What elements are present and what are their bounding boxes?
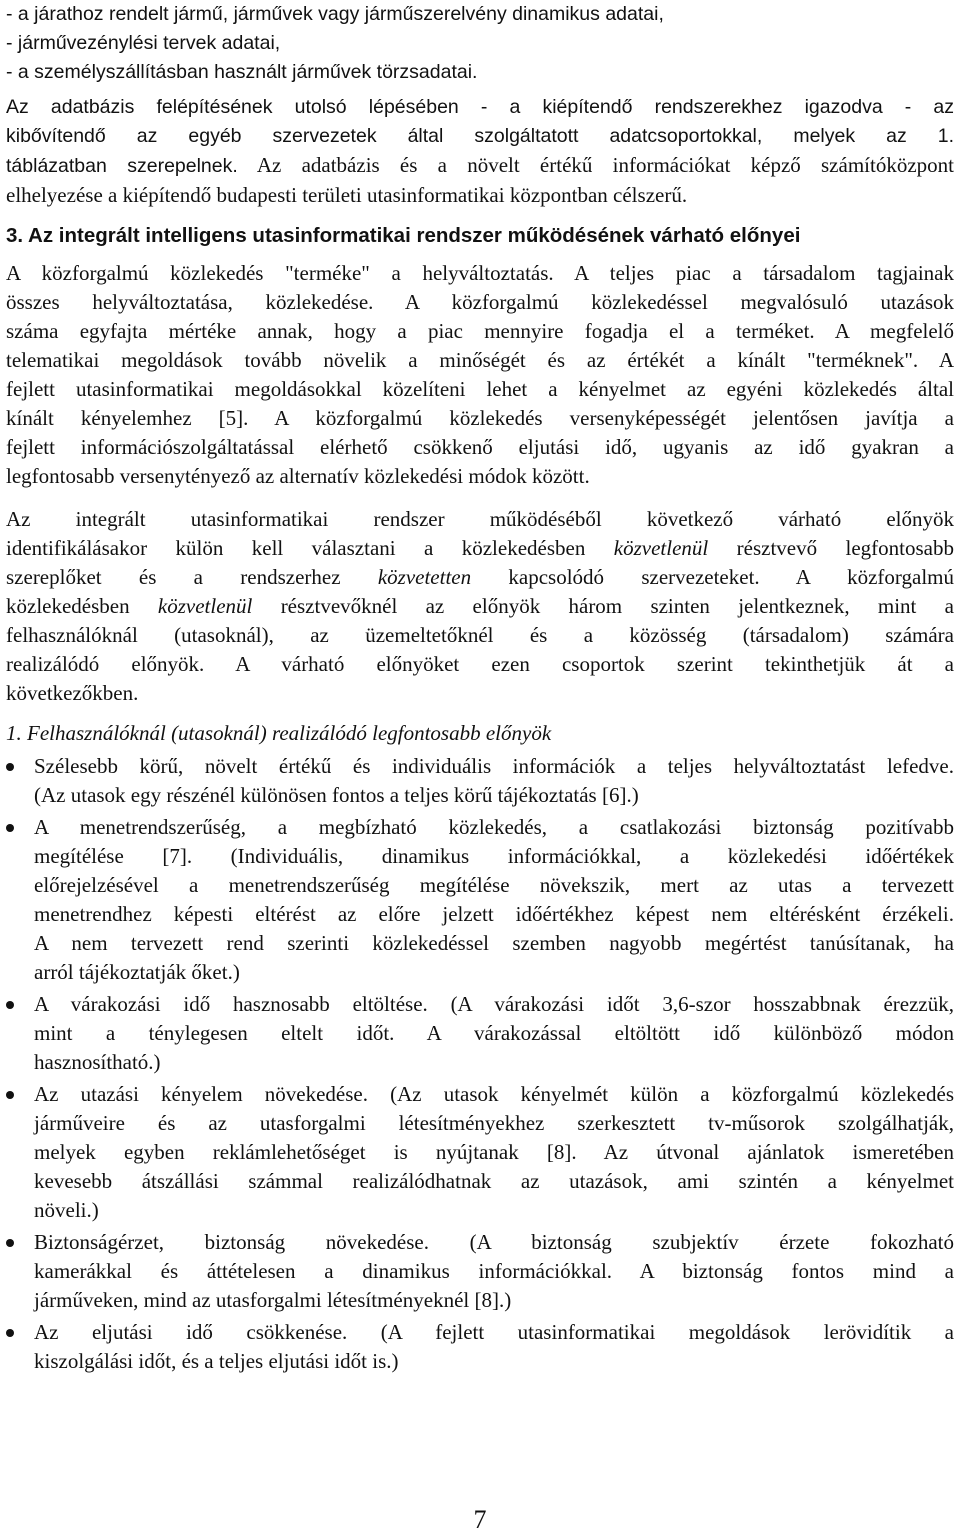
intro-list-item: - a járathoz rendelt jármű, járművek vagy járműszerelvény dinamikus adatai,	[6, 3, 664, 25]
paragraph-line: fejlett utasinformatikai megoldásokkal közelíteni lehet a kényelmet az egyéni közlekedés által	[6, 377, 954, 401]
paragraph-line: következőkben.	[6, 681, 139, 705]
list-item-line: arról tájékoztatják őket.)	[34, 960, 240, 984]
paragraph-line: kínált kényelemhez [5]. A közforgalmú közlekedés versenyképességét jelentősen javítja a	[6, 406, 954, 430]
emphasis-text: közvetlenül	[157, 594, 253, 618]
list-item-line: Az eljutási idő csökkenése. (A fejlett utasinformatikai megoldások lerövidítik a	[34, 1320, 954, 1344]
paragraph-line: fejlett információszolgáltatással elérhető csökkenő eljutási idő, ugyanis az idő gyakran a	[6, 435, 954, 459]
bullet-icon	[6, 1001, 14, 1009]
list-item-line: növeli.)	[34, 1198, 99, 1222]
paragraph-line: összes helyváltoztatása, közlekedése. A közforgalmú közlekedéssel megvalósuló utazások	[6, 290, 954, 314]
list-item-line: kiszolgálási időt, és a teljes eljutási időt is.)	[34, 1349, 399, 1373]
sub-heading: 1. Felhasználóknál (utasoknál) realizálódó legfontosabb előnyök	[6, 721, 552, 745]
benefits-list	[6, 752, 954, 1376]
document-page	[6, 0, 954, 1379]
list-item-line: kevesebb átszállási számmal realizálódhatnak az utazások, ami szintén a kényelmet	[34, 1169, 954, 1193]
paragraph-text: résztvevőknél az előnyök három szinten jelentkeznek, mint a	[252, 594, 954, 618]
list-item-line: Biztonságérzet, biztonság növekedése. (A biztonság szubjektív érzete fokozható	[34, 1230, 954, 1254]
emphasis-text: közvetetten	[377, 565, 472, 589]
list-item-line: (Az utasok egy részénél különösen fontos a teljes körű tájékoztatás [6].)	[34, 783, 639, 807]
list-item-line: Szélesebb körű, növelt értékű és individuális információk a teljes helyváltoztatást lefedve.	[34, 754, 954, 778]
paragraph-line	[6, 592, 954, 621]
section-heading: 3. Az integrált intelligens utasinformatikai rendszer működésének várható előnyei	[6, 224, 801, 247]
paragraph-text: kapcsolódó szervezeteket. A közforgalmú	[471, 565, 954, 589]
bullet-icon	[6, 1329, 14, 1337]
intro-list	[6, 0, 954, 87]
list-item-line: A nem tervezett rend szerinti közlekedéssel szemben nagyobb megértést tanúsítanak, ha	[34, 931, 954, 955]
paragraph-text: Az adatbázis és a növelt értékű információkat képző számítóközpont	[237, 153, 954, 177]
paragraph-text: résztvevő legfontosabb	[708, 536, 954, 560]
list-item-line: Az utazási kényelem növekedése. (Az utasok kényelmét külön a közforgalmú közlekedés	[34, 1082, 954, 1106]
paragraph-line: száma egyfajta mértéke annak, hogy a piac mennyire fogadja el a terméket. A megfelelő	[6, 319, 954, 343]
intro-list-item: - járművezénylési tervek adatai,	[6, 32, 281, 54]
list-item-line: mint a ténylegesen eltelt időt. A várakozással eltöltött idő különböző módon	[34, 1021, 954, 1045]
bullet-icon	[6, 1091, 14, 1099]
paragraph-line: Az integrált utasinformatikai rendszer működéséből következő várható előnyök	[6, 507, 954, 531]
bullet-icon	[6, 763, 14, 771]
bullet-icon	[6, 824, 14, 832]
list-item-line: menetrendhez képesti eltérést az előre jelzett időértékhez képest nem eltérésként érzékeli.	[34, 902, 954, 926]
list-item-line: járműveken, mind az utasforgalmi létesítményeknél [8].)	[34, 1288, 512, 1312]
list-item	[6, 1228, 954, 1315]
database-paragraph	[6, 93, 954, 210]
paragraph-line: felhasználóknál (utasoknál), az üzemeltetőknél és a közösség (társadalom) számára	[6, 623, 954, 647]
paragraph-text: táblázatban szerepelnek.	[6, 155, 238, 177]
paragraph-text: szereplőket és a rendszerhez	[6, 565, 378, 589]
list-item	[6, 752, 954, 810]
list-item-line: A várakozási idő hasznosabb eltöltése. (A várakozási időt 3,6-szor hosszabbnak érezzük,	[34, 992, 954, 1016]
section-paragraph-2	[6, 505, 954, 708]
list-item	[6, 813, 954, 987]
paragraph-line	[6, 563, 954, 592]
paragraph-text: közlekedésben	[6, 594, 158, 618]
intro-list-item: - a személyszállításban használt járművek törzsadatai.	[6, 61, 478, 83]
list-item-line: hasznosítható.)	[34, 1050, 161, 1074]
paragraph-line	[6, 151, 954, 181]
list-item	[6, 1080, 954, 1225]
list-item-line: kamerákkal és áttételesen a dinamikus információkkal. A biztonság fontos mind a	[34, 1259, 954, 1283]
list-item-line: megítélése [7]. (Individuális, dinamikus információkkal, a közlekedési időértékek	[34, 844, 954, 868]
page-number: 7	[473, 1505, 487, 1534]
list-item	[6, 990, 954, 1077]
section-paragraph-1	[6, 259, 954, 491]
paragraph-line	[6, 534, 954, 563]
paragraph-line: kibővítendő az egyéb szervezetek által szolgáltatott adatcsoportokkal, melyek az 1.	[6, 125, 954, 147]
bullet-icon	[6, 1239, 14, 1247]
list-item-line: előrejelzésével a menetrendszerűség megítélése növekszik, mert az utas a tervezett	[34, 873, 954, 897]
paragraph-line: telematikai megoldások tovább növelik a minőségét és az értékét a kínált "terméknek". A	[6, 348, 954, 372]
list-item-line: járműveire és az utasforgalmi létesítményekhez szerkesztett tv-műsorok szolgálhatják,	[34, 1111, 954, 1135]
paragraph-line: elhelyezése a kiépítendő budapesti területi utasinformatikai központban célszerű.	[6, 183, 688, 207]
list-item	[6, 1318, 954, 1376]
paragraph-line: Az adatbázis felépítésének utolsó lépésében - a kiépítendő rendszerekhez igazodva - az	[6, 96, 954, 118]
paragraph-line: A közforgalmú közlekedés "terméke" a helyváltoztatás. A teljes piac a társadalom tagjainak	[6, 261, 954, 285]
paragraph-line: legfontosabb versenytényező az alternatív közlekedési módok között.	[6, 464, 590, 488]
emphasis-text: közvetlenül	[613, 536, 709, 560]
list-item-line: A menetrendszerűség, a megbízható közlekedés, a csatlakozási biztonság pozitívabb	[34, 815, 954, 839]
paragraph-text: identifikálásakor külön kell választani a közlekedésben	[6, 536, 614, 560]
list-item-line: melyek egyben reklámlehetőséget is nyújtanak [8]. Az útvonal ajánlatok ismeretében	[34, 1140, 954, 1164]
paragraph-line: realizálódó előnyök. A várható előnyöket ezen csoportok szerint tekinthetjük át a	[6, 652, 954, 676]
